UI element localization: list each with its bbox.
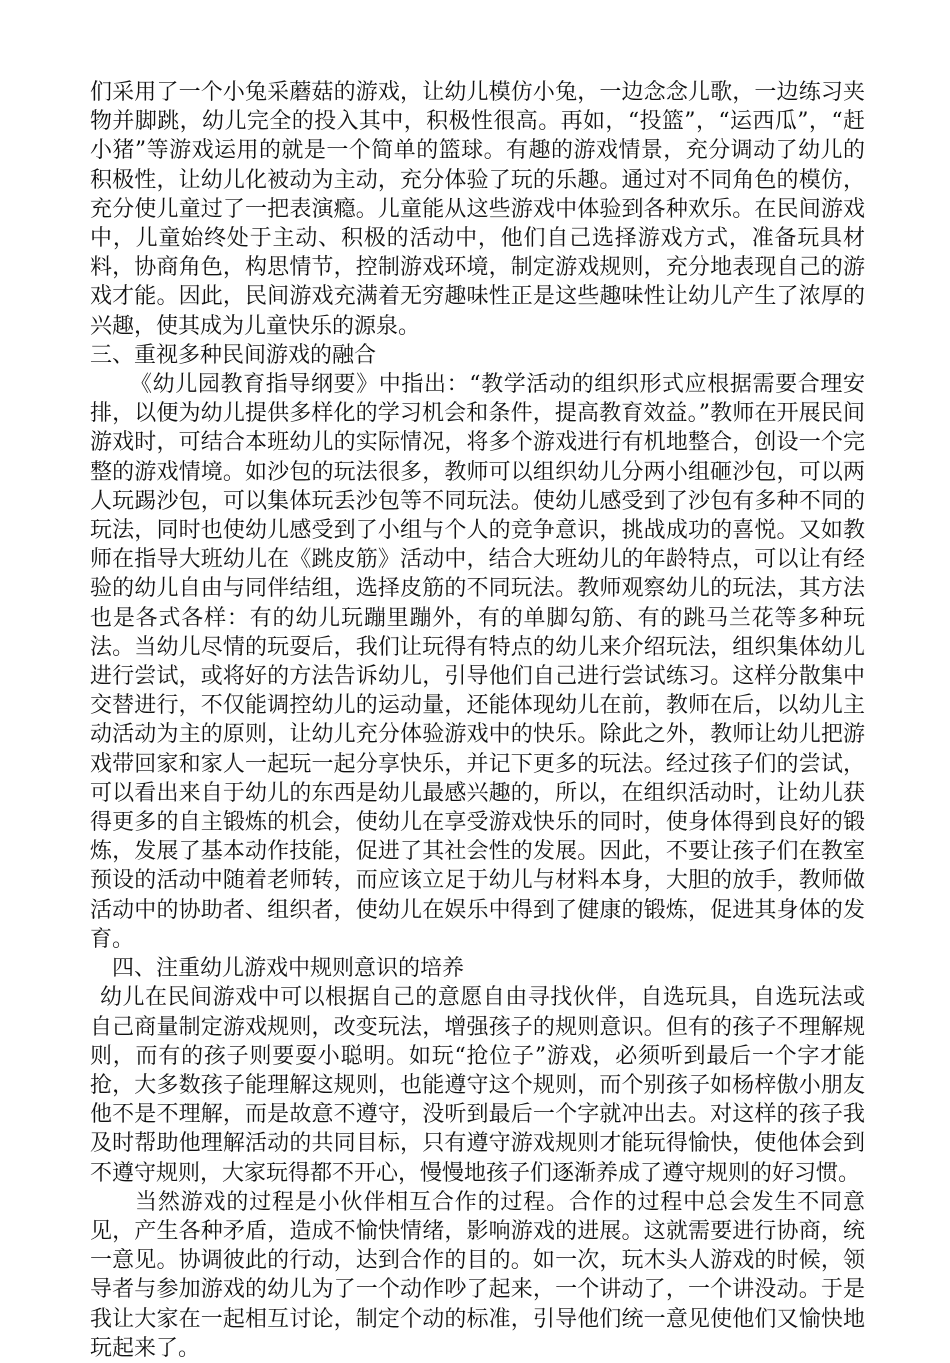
section-heading-4: 四、注重幼儿游戏中规则意识的培养 bbox=[112, 956, 465, 982]
section-heading-3: 三、重视多种民间游戏的融合 bbox=[90, 342, 377, 368]
document-body bbox=[90, 78, 865, 1363]
paragraph-section-4: 幼儿在民间游戏中可以根据自己的意愿自由寻找伙伴，自选玩具，自选玩法或自己商量制定游戏规则，改变玩法，增强孩子的规则意识。但有的孩子不理解规则，而有的孩子则要耍小聪明。如玩“抢位子”游戏，必须听到最后一个字才能抢，大多数孩子能理解这规则，也能遵守这个规则，而个别孩子如杨梓傲小朋友他不是不理解，而是故意不遵守，没听到最后一个字就冲出去。对这样的孩子我及时帮助他理解活动的共同目标，只有遵守游戏规则才能玩得愉快，使他体会到不遵守规则，大家玩得都不开心，慢慢地孩子们逐渐养成了遵守规则的好习惯。 bbox=[90, 985, 865, 1186]
paragraph-cooperation: 当然游戏的过程是小伙伴相互合作的过程。合作的过程中总会发生不同意见，产生各种矛盾，造成不愉快情绪，影响游戏的进展。这就需要进行协商，统一意见。协调彼此的行动，达到合作的目的。如一次，玩木头人游戏的时候，领导者与参加游戏的幼儿为了一个动作吵了起来，一个讲动了，一个讲没动。于是我让大家在一起相互讨论，制定个动的标准，引导他们统一意见使他们又愉快地玩起来了。 bbox=[90, 1189, 865, 1361]
paragraph-section-3: 《幼儿园教育指导纲要》中指出：“教学活动的组织形式应根据需要合理安排，以便为幼儿提供多样化的学习机会和条件，提高教育效益。”教师在开展民间游戏时，可结合本班幼儿的实际情况，将多个游戏进行有机地整合，创设一个完整的游戏情境。如沙包的玩法很多，教师可以组织幼儿分两小组砸沙包，可以两人玩踢沙包，可以集体玩丢沙包等不同玩法。使幼儿感受到了沙包有多种不同的玩法，同时也使幼儿感受到了小组与个人的竞争意识，挑战成功的喜悦。又如教师在指导大班幼儿在《跳皮筋》活动中，结合大班幼儿的年龄特点，可以让有经验的幼儿自由与同伴结组，选择皮筋的不同玩法。教师观察幼儿的玩法，其方法也是各式各样：有的幼儿玩蹦里蹦外，有的单脚勾筋、有的跳马兰花等多种玩法。当幼儿尽情的玩耍后，我们让玩得有特点的幼儿来介绍玩法，组织集体幼儿进行尝试，或将好的方法告诉幼儿，引导他们自己进行尝试练习。这样分散集中交替进行，不仅能调控幼儿的运动量，还能体现幼儿在前，教师在后，以幼儿主动活动为主的原则，让幼儿充分体验游戏中的快乐。除此之外，教师让幼儿把游戏带回家和家人一起玩一起分享快乐，并记下更多的玩法。经过孩子们的尝试，可以看出来自于幼儿的东西是幼儿最感兴趣的，所以，在组织活动时，让幼儿获得更多的自主锻炼的机会，使幼儿在享受游戏快乐的同时，使身体得到良好的锻炼，发展了基本动作技能，促进了其社会性的发展。因此，不要让孩子们在教室预设的活动中随着老师转，而应该立足于幼儿与材料本身，大胆的放手，教师做活动中的协助者、组织者，使幼儿在娱乐中得到了健康的锻炼，促进其身体的发育。 bbox=[90, 372, 865, 952]
paragraph-intro: 们采用了一个小兔采蘑菇的游戏，让幼儿模仿小兔，一边念念儿歌，一边练习夹物并脚跳，幼儿完全的投入其中，积极性很高。再如，“投篮”，“运西瓜”，“赶小猪”等游戏运用的就是一个简单的篮球。有趣的游戏情景，充分调动了幼儿的积极性，让幼儿化被动为主动，充分体验了玩的乐趣。通过对不同角色的模仿，充分使儿童过了一把表演瘾。儿童能从这些游戏中体验到各种欢乐。在民间游戏中，儿童始终处于主动、积极的活动中，他们自己选择游戏方式，准备玩具材料，协商角色，构思情节，控制游戏环境，制定游戏规则，充分地表现自己的游戏才能。因此，民间游戏充满着无穷趣味性正是这些趣味性让幼儿产生了浓厚的兴趣，使其成为儿童快乐的源泉。 bbox=[90, 80, 865, 339]
